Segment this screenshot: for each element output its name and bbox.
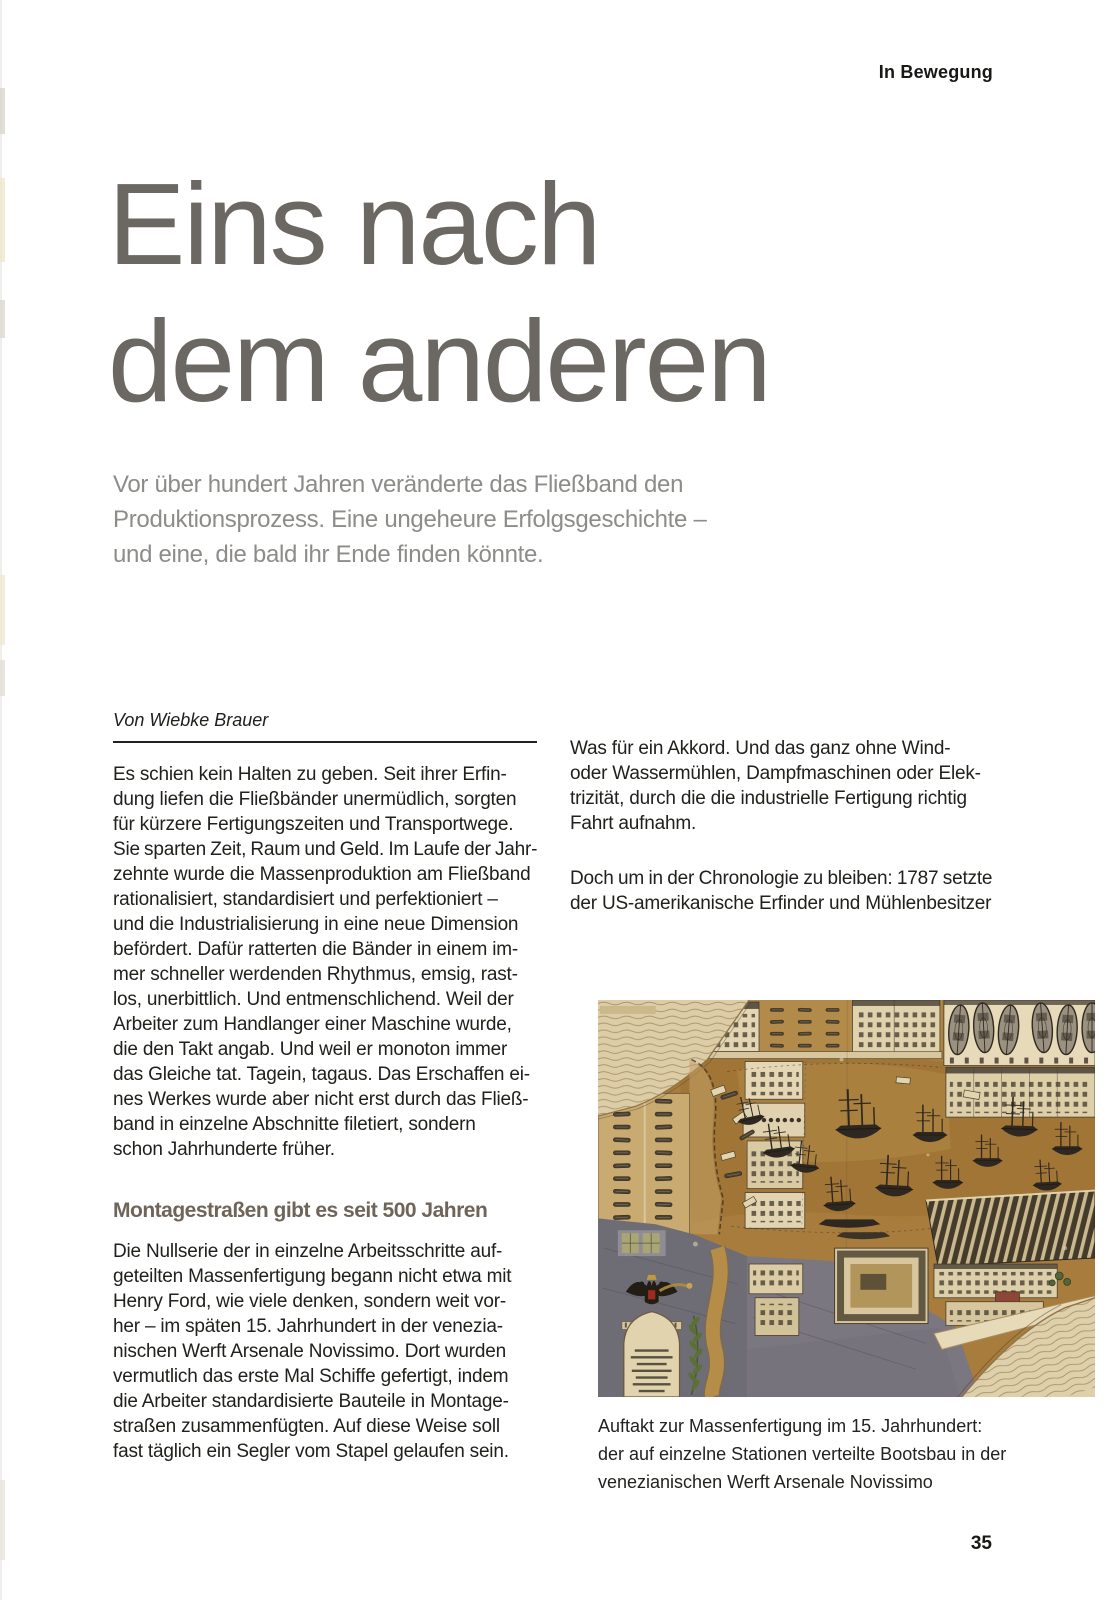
text-line: zehnte wurde die Massenproduktion am Fließband	[113, 864, 531, 885]
text-line: die den Takt angab. Und weil er monoton immer	[113, 1039, 508, 1060]
text-line: Die Nullserie der in einzelne Arbeitsschritte auf-	[113, 1241, 503, 1262]
text-line: Arbeiter zum Handlanger einer Maschine wurde,	[113, 1014, 512, 1035]
text-line: nischen Werft Arsenale Novissimo. Dort wurden	[113, 1341, 506, 1362]
page-edge-artifact	[0, 300, 5, 338]
page-number: 35	[970, 1533, 992, 1554]
text-line: Es schien kein Halten zu geben. Seit ihrer Erfin-	[113, 764, 507, 785]
figure-caption	[598, 1412, 1095, 1496]
article-lede-line: Produktionsprozess. Eine ungeheure Erfolgsgeschichte –	[113, 506, 707, 533]
figure-caption-line: venezianischen Werft Arsenale Novissimo	[598, 1472, 933, 1492]
text-line: Doch um in der Chronologie zu bleiben: 1787 setzte	[570, 868, 993, 889]
subheading: Montagestraßen gibt es seit 500 Jahren	[113, 1199, 488, 1222]
article-lede-line: und eine, die bald ihr Ende finden könnte.	[113, 541, 544, 568]
right-column	[570, 736, 992, 916]
text-line: für kürzere Fertigungszeiten und Transportwege.	[113, 814, 514, 835]
page-edge-artifact	[0, 575, 5, 645]
text-line: band in einzelne Abschnitte filetiert, sondern	[113, 1114, 476, 1135]
article-title	[108, 156, 770, 430]
paragraph	[113, 1239, 537, 1464]
article-title-line: Eins nach	[108, 159, 600, 289]
byline: Von Wiebke Brauer	[113, 710, 269, 730]
page-edge-artifact	[0, 178, 5, 262]
paragraph	[113, 762, 537, 1162]
text-line: das Gleiche tat. Tagein, tagaus. Das Erschaffen ei-	[113, 1064, 530, 1085]
text-line: der US-amerikanische Erfinder und Mühlenbesitzer	[570, 893, 992, 914]
text-line: nes Werkes wurde aber nicht erst durch das Fließ-	[113, 1089, 529, 1110]
text-line: straßen zusammenfügten. Auf diese Weise soll	[113, 1416, 500, 1437]
article-title-line: dem anderen	[108, 296, 770, 426]
venetian-shipyard-painting-image	[598, 1000, 1095, 1397]
text-line: rationalisiert, standardisiert und perfektioniert –	[113, 889, 498, 910]
section-header: In Bewegung	[878, 62, 993, 82]
paragraph	[570, 736, 992, 836]
figure-arsenale	[598, 1000, 1095, 1496]
text-line: schon Jahrhunderte früher.	[113, 1139, 335, 1160]
figure-caption-line: der auf einzelne Stationen verteilte Bootsbau in der	[598, 1444, 1007, 1464]
text-line: trizität, durch die die industrielle Fertigung richtig	[570, 788, 967, 809]
page-edge-artifact	[0, 660, 5, 696]
figure-caption-line: Auftakt zur Massenfertigung im 15. Jahrhundert:	[598, 1416, 983, 1436]
article-lede-line: Vor über hundert Jahren veränderte das Fließband den	[113, 471, 684, 498]
text-line: fast täglich ein Segler vom Stapel gelaufen sein.	[113, 1441, 509, 1462]
text-line: Was für ein Akkord. Und das ganz ohne Wind-	[570, 738, 951, 759]
left-column	[113, 762, 537, 1464]
text-line: vermutlich das erste Mal Schiffe gefertigt, indem	[113, 1366, 509, 1387]
page-edge-artifact	[0, 1480, 5, 1560]
text-line: Henry Ford, wie viele denken, sondern weit vor-	[113, 1291, 506, 1312]
text-line: die Arbeiter standardisierte Bauteile in Montage-	[113, 1391, 509, 1412]
text-line: mer schneller werdenden Rhythmus, emsig, rast-	[113, 964, 518, 985]
page-edge-artifact	[0, 88, 5, 134]
text-line: Sie sparten Zeit, Raum und Geld. Im Laufe der Jahr-	[113, 839, 538, 860]
text-line: her – im späten 15. Jahrhundert in der venezia-	[113, 1316, 503, 1337]
text-line: dung liefen die Fließbänder unermüdlich, sorgten	[113, 789, 517, 810]
text-line: los, unerbittlich. Und entmenschlichend. Weil der	[113, 989, 514, 1010]
text-line: Fahrt aufnahm.	[570, 813, 697, 834]
text-line: befördert. Dafür ratterten die Bänder in einem im-	[113, 939, 519, 960]
text-line: und die Industrialisierung in eine neue Dimension	[113, 914, 519, 935]
text-line: oder Wassermühlen, Dampfmaschinen oder Elek-	[570, 763, 981, 784]
byline-rule	[113, 741, 537, 743]
article-lede	[113, 467, 707, 572]
text-line: geteilten Massenfertigung begann nicht etwa mit	[113, 1266, 512, 1287]
paragraph	[570, 866, 992, 916]
